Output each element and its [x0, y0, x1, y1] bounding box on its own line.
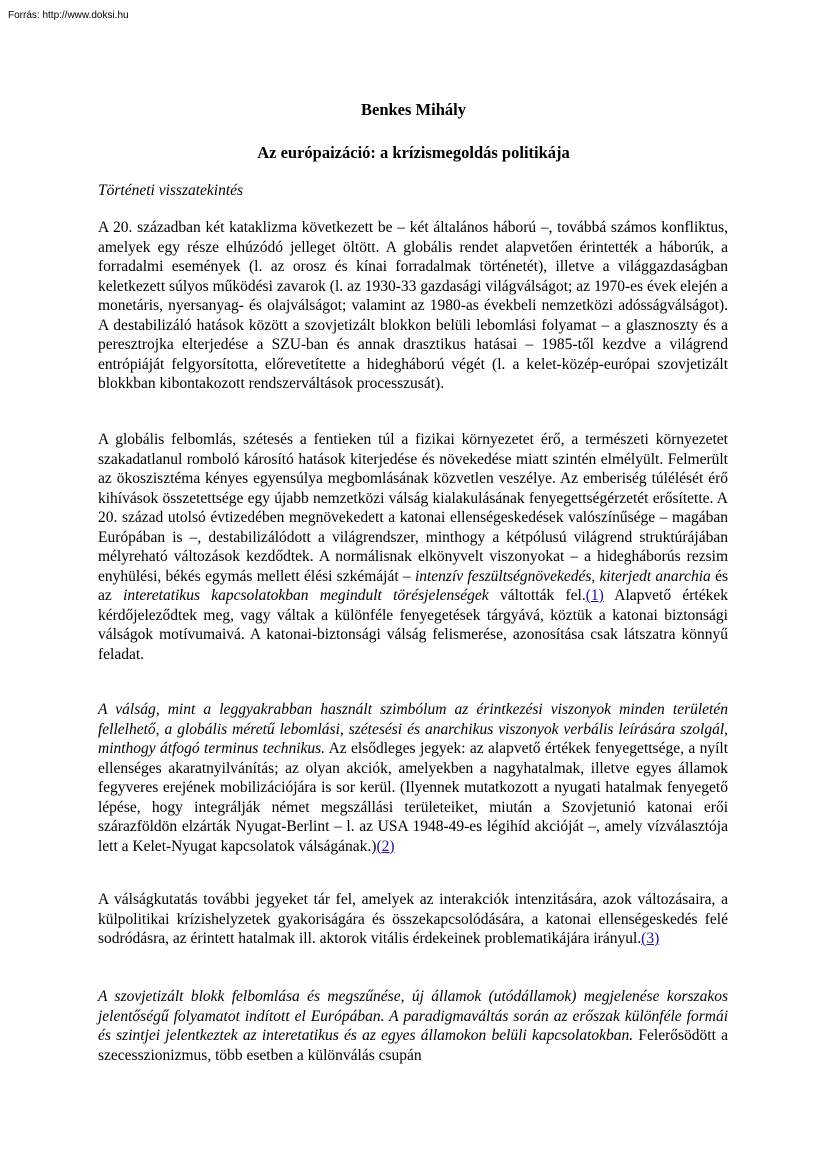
- source-note: Forrás: http://www.doksi.hu: [8, 10, 129, 21]
- document-title: Az európaizáció: a krízismegoldás politikája: [257, 143, 570, 162]
- footnote-link-2[interactable]: (2): [376, 837, 395, 855]
- emphasis-text: intenzív feszültségnövekedés, kiterjedt anarchia: [414, 567, 711, 585]
- emphasis-text: interetatikus kapcsolatokban megindult törésjelenségek: [123, 587, 489, 604]
- paragraph-1: [98, 218, 728, 394]
- paragraph-5: [98, 987, 728, 1065]
- paragraph-text: A 20. században két kataklizma következett be – két általános háború –, továbbá számos konfliktus, amelyek egy része elhúzódó jelleget öltött. A globális rendet alapvetően érintették a háborúk, a forradalmi események (l. az orosz és kínai forradalmak történetét), illetve a világgazdaságban keletkezett súlyos működési zavarok (l. az 1930-33 gazdasági világválságot; az 1970-es évek elején a monetáris, nyersanyag- és olajválságot; valamint az 1980-as évekbeli nemzetközi adósságválságot). A destabilizáló hatások között a szovjetizált blokkon belüli lebomlási folyamat – a glasznoszty és a peresztrojka elterjedése a SZU-ban és annak drasztikus hatásai – 1985-től kezdve a világrend entrópiáját felgyorsította, előrevetítette a hidegháború végét (l. a kelet-közép-európai szovjetizált blokkban kibontakozott rendszerváltások processzusát).: [98, 219, 728, 392]
- emphasis-text: A válság, mint a leggyakrabban használt szimbólum az érintkezési viszonyok minden területén fellelhető, a globális méretű lebomlási, szétesési és anarchikus viszonyok verbális leírására szolgál, minthogy átfogó terminus technikus.: [98, 701, 728, 757]
- footnote-link-3[interactable]: (3): [641, 930, 660, 947]
- paragraph-3: [98, 700, 728, 856]
- footnote-link-1[interactable]: (1): [585, 587, 604, 604]
- section-heading: Történeti visszatekintés: [98, 182, 244, 199]
- emphasis-text: A szovjetizált blokk felbomlása és megszűnése, új államok (utódállamok) megjelenése korszakos jelentőségű folyamatot indított el Európában. A paradigmaváltás során az erőszak különféle formái és szintjei jelentkeztek az interetatikus és az egyes államokon belüli kapcsolatokban.: [98, 988, 728, 1044]
- paragraph-text: A globális felbomlás, szétesés a fentieken túl a fizikai környezetet érő, a természeti környezetet szakadatlanul romboló károsító hatások kiterjedése és növekedése miatt szintén elmélyült. Felmerült az ökoszisztéma kényes egyensúlya megbomlásának közvetlen veszélye. Az emberiség túlélését érő kihívások összetettsége egy újabb nemzetközi válság kialakulásának fenyegettségérzetét erősítette. A 20. század utolsó évtizedében megnövekedett a katonai ellenségeskedések valószínűsége – magában Európában is –, destabilizálódott a világrendszer, minthogy a kétpólusú világrend struktúrájában mélyreható változások kezdődtek. A normálisnak elkönyvelt viszonyokat – a hidegháborús rezsim enyhülési, békés egymás mellett élési szkémáját –: [98, 431, 728, 585]
- paragraph-text: és az: [98, 567, 728, 604]
- paragraph-text: Alapvető értékek kérdőjeleződtek meg, vagy váltak a különféle fenyegetések tárgyává, köztük a katonai biztonsági válságok motívumaivá. A katonai-biztonsági válság felismerése, azonosítása csak látszatra könnyű feladat.: [98, 587, 728, 663]
- paragraph-4: [98, 890, 728, 949]
- paragraph-text: váltották fel.: [488, 587, 586, 604]
- paragraph-text: Felerősödött a szecesszionizmus, több esetben a különválás csupán: [98, 1027, 728, 1064]
- author-name: Benkes Mihály: [361, 100, 466, 119]
- paragraph-2: [98, 430, 728, 664]
- paragraph-text: A válságkutatás további jegyeket tár fel, amelyek az interakciók intenzitására, azok változásaira, a külpolitikai krízishelyzetek gyakoriságára és összekapcsolódására, a katonai ellenségeskedés felé sodródásra, az érintett hatalmak ill. aktorok vitális érdekeinek problematikájára irányul.: [98, 891, 728, 947]
- paragraph-text: Az elsődleges jegyek: az alapvető értékek fenyegettsége, a nyílt ellenséges akaratnyilvánítás; az olyan akciók, amelyekben a nagyhatalmak, illetve egyes államok fegyveres erejének mobilizációjára is sor kerül. (Ilyennek mutatkozott a nyugati hatalmak fenyegető lépése, hogy integrálják német megszállási területeiket, miután a Szovjetunió katonai erői szárazföldön elzárták Nyugat-Berlint – l. az USA 1948-49-es légihíd akcióját –, amely vízválasztója lett a Kelet-Nyugat kapcsolatok válságának.): [98, 740, 728, 855]
